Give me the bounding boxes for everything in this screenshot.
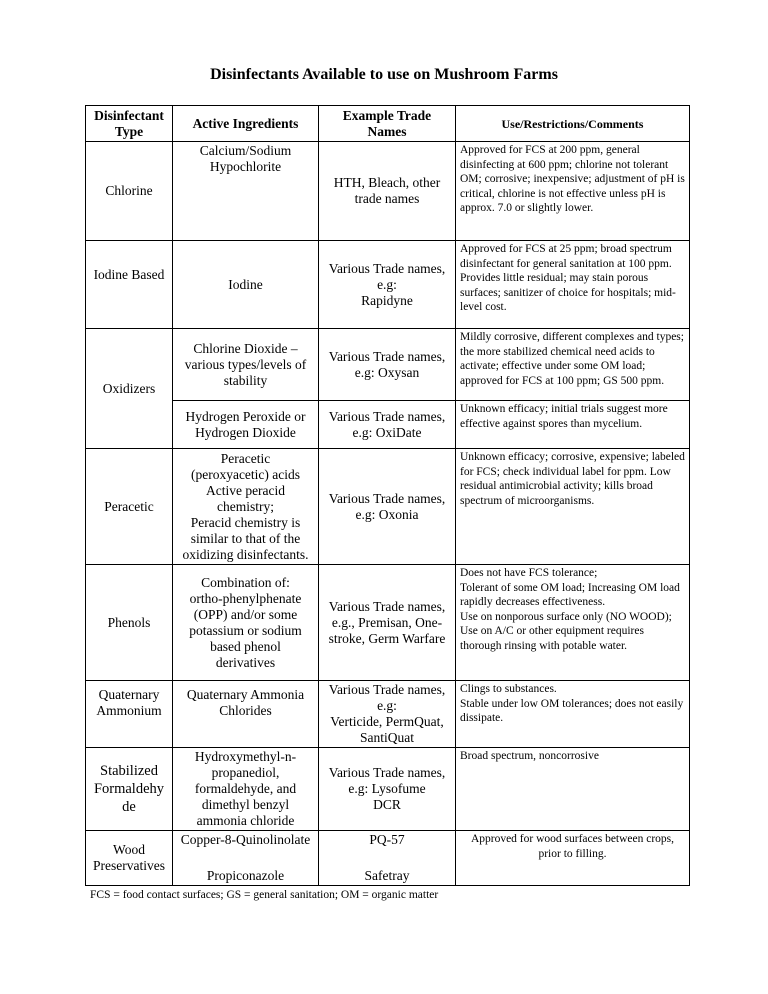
use-cell: Mildly corrosive, different complexes and types; the more stabilized chemical need acids to activate; effective under some OM load; approved for FCS at 100 ppm; GS 500 ppm. [456, 329, 690, 401]
table-row [86, 401, 690, 449]
trade-cell: Safetray [319, 850, 456, 886]
header-use: Use/Restrictions/Comments [456, 106, 690, 142]
table-row [86, 241, 690, 329]
trade-cell: Various Trade names, e.g: Oxonia [319, 449, 456, 565]
trade-cell: Various Trade names, e.g: OxiDate [319, 401, 456, 449]
type-cell: Phenols [86, 565, 173, 681]
use-cell: Broad spectrum, noncorrosive [456, 748, 690, 831]
table-row [86, 565, 690, 681]
use-cell: Unknown efficacy; initial trials suggest more effective against spores than mycelium. [456, 401, 690, 449]
ingredient-cell: Quaternary Ammonia Chlorides [173, 681, 319, 748]
table-row [86, 831, 690, 850]
table-row [86, 329, 690, 401]
ingredient-cell: Hydrogen Peroxide or Hydrogen Dioxide [173, 401, 319, 449]
type-cell: Quaternary Ammonium [86, 681, 173, 748]
trade-cell: PQ-57 [319, 831, 456, 850]
use-cell: Approved for FCS at 25 ppm; broad spectrum disinfectant for general sanitation at 100 ppm. Provides little residual; may stain porous surfaces; sanitizer of choice for hospitals; mid-level cost. [456, 241, 690, 329]
ingredient-cell: Chlorine Dioxide – various types/levels of stability [173, 329, 319, 401]
trade-cell: Various Trade names, e.g: Verticide, PermQuat, SantiQuat [319, 681, 456, 748]
type-cell: Wood Preservatives [86, 831, 173, 886]
table-row [86, 449, 690, 565]
trade-cell: Various Trade names, e.g., Premisan, One- stroke, Germ Warfare [319, 565, 456, 681]
table-row [86, 748, 690, 831]
ingredient-cell: Propiconazole [173, 850, 319, 886]
use-cell: Approved for FCS at 200 ppm, general disinfecting at 600 ppm; chlorine not tolerant OM; corrosive; inexpensive; adjustment of pH is critical, chlorine is not effective unless pH is approx. 7.0 or slightly lower. [456, 142, 690, 241]
type-cell: Chlorine [86, 142, 173, 241]
ingredient-cell: Copper-8-Quinolinolate [173, 831, 319, 850]
use-cell: Does not have FCS tolerance; Tolerant of some OM load; Increasing OM load rapidly decreases effectiveness. Use on nonporous surface only (NO WOOD); Use on A/C or other equipment requires thorough rinsing with potable water. [456, 565, 690, 681]
use-cell: Clings to substances. Stable under low OM tolerances; does not easily dissipate. [456, 681, 690, 748]
ingredient-cell: Hydroxymethyl-n- propanediol, formaldehyde, and dimethyl benzyl ammonia chloride [173, 748, 319, 831]
trade-cell: Various Trade names, e.g: Oxysan [319, 329, 456, 401]
table-row [86, 681, 690, 748]
footnote: FCS = food contact surfaces; GS = general sanitation; OM = organic matter [90, 889, 439, 901]
ingredient-cell: Combination of: ortho-phenylphenate (OPP) and/or some potassium or sodium based phenol derivatives [173, 565, 319, 681]
trade-cell: HTH, Bleach, other trade names [319, 142, 456, 241]
table-row [86, 142, 690, 241]
type-cell: Oxidizers [86, 329, 173, 449]
disinfectants-table [85, 105, 690, 886]
header-type: Disinfectant Type [86, 106, 173, 142]
type-cell: Peracetic [86, 449, 173, 565]
ingredient-cell: Iodine [173, 241, 319, 329]
header-trade-names: Example Trade Names [319, 106, 456, 142]
use-cell: Unknown efficacy; corrosive, expensive; labeled for FCS; check individual label for ppm. Low residual antimicrobial activity; kills broad spectrum of microorganisms. [456, 449, 690, 565]
ingredient-cell: Peracetic (peroxyacetic) acids Active peracid chemistry; Peracid chemistry is similar to that of the oxidizing disinfectants. [173, 449, 319, 565]
type-cell: Iodine Based [86, 241, 173, 329]
trade-cell: Various Trade names, e.g: Lysofume DCR [319, 748, 456, 831]
header-row [86, 106, 690, 142]
page-title: Disinfectants Available to use on Mushroom Farms [210, 66, 558, 83]
type-cell: Stabilized Formaldehy de [86, 748, 173, 831]
trade-cell: Various Trade names, e.g: Rapidyne [319, 241, 456, 329]
ingredient-cell: Calcium/Sodium Hypochlorite [173, 142, 319, 241]
header-ingredients: Active Ingredients [173, 106, 319, 142]
use-cell: Approved for wood surfaces between crops, prior to filling. [456, 831, 690, 886]
